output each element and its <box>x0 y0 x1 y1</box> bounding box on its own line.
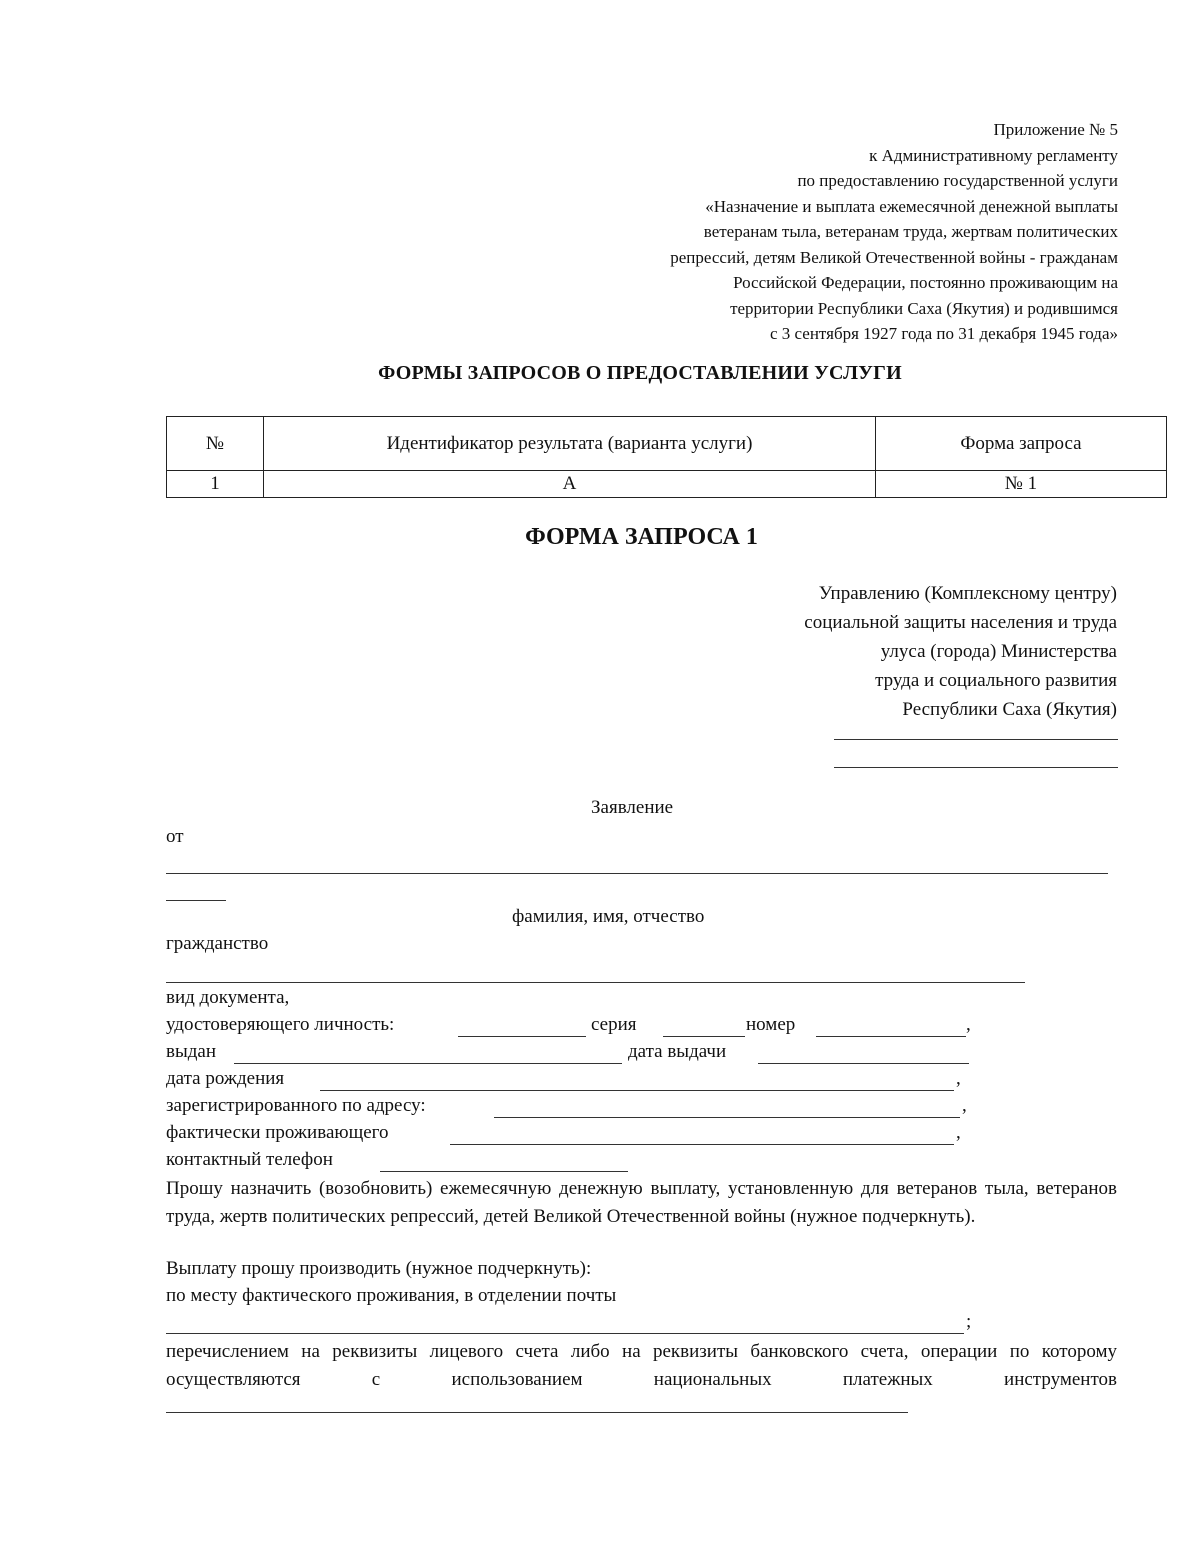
actual-residence-label: фактически проживающего <box>166 1122 389 1143</box>
appendix-line: ветеранам тыла, ветеранам труда, жертвам политических <box>703 222 1118 241</box>
issue-date-field[interactable] <box>758 1063 969 1064</box>
semicolon-text: ; <box>966 1311 972 1332</box>
appendix-line: «Назначение и выплата ежемесячной денежной выплаты <box>705 196 1118 216</box>
appendix-line: Приложение № 5 <box>993 120 1118 139</box>
appendix-header <box>478 117 1118 347</box>
addressee-line: Управлению (Комплексному центру) <box>818 583 1117 604</box>
fio-caption: фамилия, имя, отчество <box>512 906 705 927</box>
table-row <box>167 471 1167 498</box>
column-header-identifier: Идентификатор результата (варианта услуги) <box>264 417 876 471</box>
birth-date-label: дата рождения <box>166 1068 285 1089</box>
table-cell: 1 <box>167 471 264 498</box>
request-forms-table <box>166 416 1167 498</box>
birth-date-field[interactable] <box>320 1090 954 1091</box>
identity-document-label: удостоверяющего личность: <box>166 1014 395 1035</box>
request-paragraph: Прошу назначить (возобновить) ежемесячную денежную выплату, установленную для ветеранов тыла, ветеранов труда, жертв политических репрессий, детей Великой Отечественной войны (нужное подчеркнуть). <box>166 1178 1117 1227</box>
form-title: ФОРМА ЗАПРОСА 1 <box>525 524 758 550</box>
comma-text: , <box>956 1068 961 1089</box>
table-cell: № 1 <box>876 471 1167 498</box>
number-field[interactable] <box>816 1036 966 1037</box>
applicant-name-field-continuation[interactable] <box>166 900 226 901</box>
registered-address-field[interactable] <box>494 1117 960 1118</box>
issued-by-field[interactable] <box>234 1063 622 1064</box>
addressee-line: Республики Саха (Якутия) <box>902 699 1117 720</box>
page-title: ФОРМЫ ЗАПРОСОВ О ПРЕДОСТАВЛЕНИИ УСЛУГИ <box>378 362 902 384</box>
appendix-line: репрессий, детям Великой Отечественной войны - гражданам <box>670 247 1118 267</box>
series-label: серия <box>591 1014 637 1035</box>
phone-field[interactable] <box>380 1171 628 1172</box>
series-field[interactable] <box>663 1036 745 1037</box>
citizenship-label: гражданство <box>166 933 269 954</box>
appendix-line: с 3 сентября 1927 года по 31 декабря 1945 года» <box>769 324 1118 343</box>
addressee-blank-line-2[interactable] <box>834 767 1118 768</box>
issue-date-label: дата выдачи <box>628 1041 727 1062</box>
column-header-number: № <box>167 417 264 471</box>
addressee-block <box>617 579 1117 724</box>
addressee-line: труда и социального развития <box>875 670 1117 691</box>
comma-text: , <box>966 1014 971 1035</box>
column-header-form: Форма запроса <box>876 417 1167 471</box>
bank-details-field[interactable] <box>166 1412 908 1413</box>
comma-text: , <box>956 1122 961 1143</box>
appendix-line: к Административному регламенту <box>869 145 1118 165</box>
number-label: номер <box>746 1014 796 1035</box>
addressee-line: социальной защиты населения и труда <box>804 612 1117 633</box>
comma-text: , <box>962 1095 967 1116</box>
registered-address-label: зарегистрированного по адресу: <box>166 1095 426 1116</box>
addressee-line: улуса (города) Министерства <box>880 641 1117 662</box>
table-header-row <box>167 417 1167 471</box>
payment-request-label: Выплату прошу производить (нужное подчеркнуть): <box>166 1258 592 1279</box>
appendix-line: по предоставлению государственной услуги <box>797 171 1118 190</box>
appendix-line: территории Республики Саха (Якутия) и родившимся <box>730 298 1118 318</box>
actual-residence-field[interactable] <box>450 1144 954 1145</box>
payment-post-option: по месту фактического проживания, в отделении почты <box>166 1285 617 1306</box>
citizenship-field[interactable] <box>166 982 1025 983</box>
document-type-label: вид документа, <box>166 987 290 1008</box>
document-type-field[interactable] <box>458 1036 586 1037</box>
appendix-line: Российской Федерации, постоянно проживающим на <box>733 273 1118 292</box>
addressee-blank-line-1[interactable] <box>834 739 1118 740</box>
payment-bank-option: перечислением на реквизиты лицевого счета либо на реквизиты банковского счета, операции по которому осуществляются с использованием национальных платежных инструментов <box>166 1341 1117 1390</box>
application-title: Заявление <box>591 797 674 818</box>
phone-label: контактный телефон <box>166 1149 333 1170</box>
post-office-field[interactable] <box>166 1333 964 1334</box>
table-cell: А <box>264 471 876 498</box>
applicant-name-field[interactable] <box>166 873 1108 874</box>
from-label: от <box>166 826 184 847</box>
issued-label: выдан <box>166 1041 217 1062</box>
